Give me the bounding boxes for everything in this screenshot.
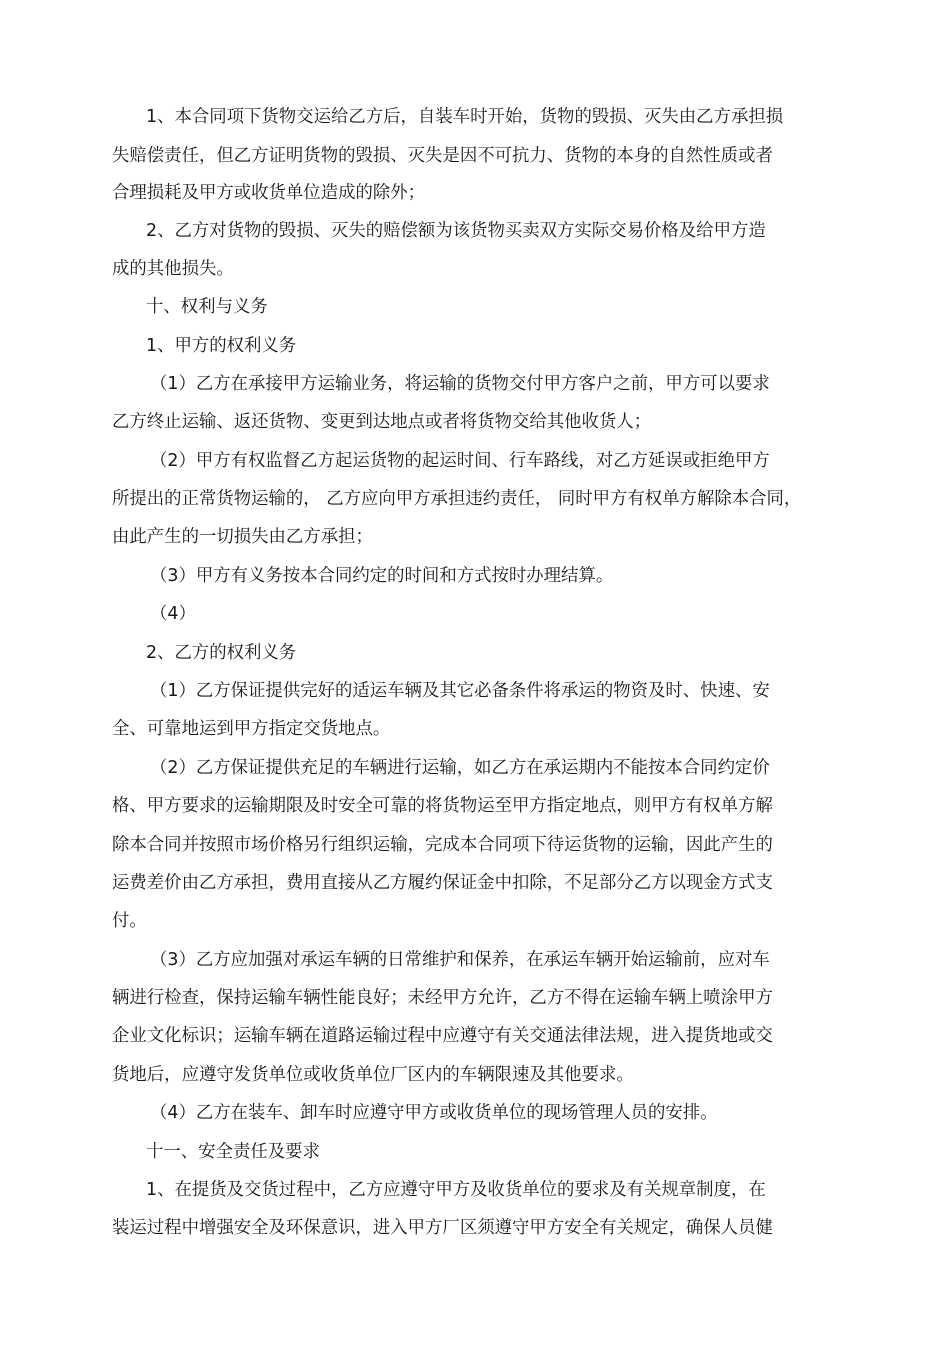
text-line: 乙方终止运输、返还货物、变更到达地点或者将货物交给其他收货人； (112, 412, 652, 432)
text-line: （1）乙方保证提供完好的适运车辆及其它必备条件将承运的物资及时、快速、安 (150, 681, 770, 701)
text-line: （2）乙方保证提供充足的车辆进行运输，如乙方在承运期内不能按本合同约定价 (150, 758, 770, 778)
text-line: （1）乙方在承接甲方运输业务，将运输的货物交付甲方客户之前，甲方可以要求 (150, 374, 770, 394)
section-heading: 十一、安全责任及要求 (146, 1142, 320, 1162)
text-line: 辆进行检查，保持运输车辆性能良好；未经甲方允许，乙方不得在运输车辆上喷涂甲方 (112, 988, 773, 1008)
text-line: 2、乙方对货物的毁损、灭失的赔偿额为该货物买卖双方实际交易价格及给甲方造 (146, 221, 766, 241)
text-line: 全、可靠地运到甲方指定交货地点。 (112, 719, 391, 739)
subsection-heading: 1、甲方的权利义务 (146, 336, 297, 356)
text-line: 货地后，应遵守发货单位或收货单位厂区内的车辆限速及其他要求。 (112, 1065, 634, 1085)
text-line: 付。 (112, 911, 147, 931)
text-line: 装运过程中增强安全及环保意识，进入甲方厂区须遵守甲方安全有关规定，确保人员健 (112, 1218, 773, 1238)
text-line: 运费差价由乙方承担，费用直接从乙方履约保证金中扣除，不足部分乙方以现金方式支 (112, 873, 773, 893)
text-line: （4）乙方在装车、卸车时应遵守甲方或收货单位的现场管理人员的安排。 (150, 1103, 718, 1123)
text-line: （3）甲方有义务按本合同约定的时间和方式按时办理结算。 (150, 566, 614, 586)
text-line: 合理损耗及甲方或收货单位造成的除外； (112, 183, 426, 203)
section-heading: 十、权利与义务 (146, 297, 268, 317)
text-line: 企业文化标识；运输车辆在道路运输过程中应遵守有关交通法律法规，进入提货地或交 (112, 1026, 773, 1046)
text-line: （3）乙方应加强对承运车辆的日常维护和保养，在承运车辆开始运输前，应对车 (150, 950, 770, 970)
text-line: 除本合同并按照市场价格另行组织运输，完成本合同项下待运货物的运输，因此产生的 (112, 835, 773, 855)
text-line: （2）甲方有权监督乙方起运货物的起运时间、行车路线，对乙方延误或拒绝甲方 (150, 451, 770, 471)
subsection-heading: 2、乙方的权利义务 (146, 643, 297, 663)
text-line: 1、在提货及交货过程中，乙方应遵守甲方及收货单位的要求及有关规章制度，在 (146, 1180, 766, 1200)
text-line: 由此产生的一切损失由乙方承担； (112, 527, 373, 547)
text-line: （4） (150, 604, 196, 624)
text-line: 成的其他损失。 (112, 259, 234, 279)
text-line: 失赔偿责任，但乙方证明货物的毁损、灭失是因不可抗力、货物的本身的自然性质或者 (112, 146, 773, 166)
text-line: 格、甲方要求的运输期限及时安全可靠的将货物运至甲方指定地点，则甲方有权单方解 (112, 796, 773, 816)
text-line: 1、本合同项下货物交运给乙方后，自装车时开始，货物的毁损、灭失由乙方承担损 (146, 107, 784, 127)
text-line: 所提出的正常货物运输的， 乙方应向甲方承担违约责任， 同时甲方有权单方解除本合同， (112, 489, 802, 509)
